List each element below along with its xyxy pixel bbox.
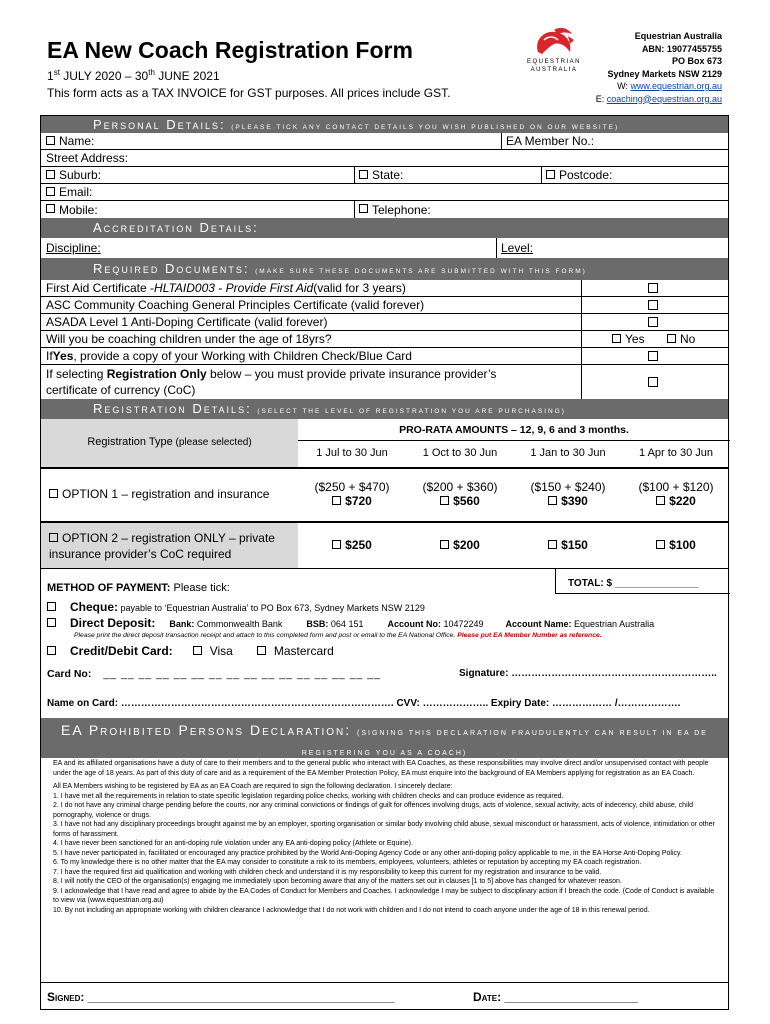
deposit-receipt-note: Please print the direct deposit transaction receipt and attach to this completed form and post or email to the EA National Office. Please put EA Member Number as reference. <box>74 632 602 639</box>
website-link[interactable]: www.equestrian.org.au <box>630 81 722 91</box>
email-link[interactable]: coaching@equestrian.org.au <box>606 93 722 104</box>
option-1-price: ($250 + $470) $720 <box>314 480 390 508</box>
cheque-option[interactable]: Cheque: payable to ‘Equestrian Australia’ to PO Box 673, Sydney Markets NSW 2129 <box>47 600 425 614</box>
mastercard-checkbox[interactable] <box>257 646 266 655</box>
card-option[interactable]: Credit/Debit Card: Visa Mastercard <box>47 644 334 658</box>
postcode-field[interactable]: Postcode: <box>541 167 730 183</box>
cheque-checkbox[interactable] <box>47 602 56 611</box>
option-2-period-1-checkbox[interactable] <box>332 540 341 549</box>
form-title: EA New Coach Registration Form <box>47 37 413 63</box>
declaration-clause: 2. I do not have any criminal charge pending before the courts, nor any criminal convictions or findings of guilt for offences involving drugs, acts of violence, sexual activity, acts of indecency, child abuse, child pornography, violence or drugs. <box>53 802 694 819</box>
option-1-price: ($100 + $120) $220 <box>638 480 714 508</box>
option-2-period-2-checkbox[interactable] <box>440 540 449 549</box>
logo-wordmark: EQUESTRIAN AUSTRALIA <box>526 59 581 73</box>
state-field[interactable]: State: <box>354 167 541 183</box>
member-no-field[interactable]: EA Member No.: <box>506 134 595 148</box>
prorata-header: PRO-RATA AMOUNTS – 12, 9, 6 and 3 months. <box>298 419 730 441</box>
option-2-price: $100 <box>622 538 730 552</box>
option-2-price: $250 <box>298 538 406 552</box>
first-aid-checkbox[interactable] <box>648 283 658 293</box>
declaration-clause: 7. I have the required first aid qualification and working with children check and understand it is my responsibility to keep this current for my registration and insurance to be valid. <box>53 868 602 876</box>
name-on-card-field[interactable]: Name on Card: ………………………………………………………………………. CVV: ……………….. Expiry Date: ……………… /………………. <box>47 698 681 709</box>
option-1-row[interactable]: OPTION 1 – registration and insurance <box>41 469 298 519</box>
option-1-period-2-checkbox[interactable] <box>440 496 449 505</box>
option-1-price: ($150 + $240) $390 <box>530 480 606 508</box>
option-2-price: $200 <box>406 538 514 552</box>
coc-item: If selecting Registration Only below – you must provide private insurance provider’s certificate of currency (CoC) <box>46 367 497 397</box>
option-2-row[interactable]: OPTION 2 – registration ONLY – private insurance provider’s CoC required <box>41 523 298 568</box>
children-yes-checkbox[interactable] <box>612 334 621 343</box>
discipline-field[interactable]: Discipline: <box>46 241 101 255</box>
option-1-period-3-checkbox[interactable] <box>548 496 557 505</box>
personal-details-heading: Personal Details: (PLEASE TICK ANY CONTACT DETAILS YOU WISH PUBLISHED ON OUR WEBSITE) <box>41 116 728 133</box>
visa-option[interactable]: Visa <box>193 644 233 658</box>
tax-note: This form acts as a TAX INVOICE for GST purposes. All prices include GST. <box>47 86 451 100</box>
declaration-clause: 3. I have not had any disciplinary proceedings brought against me by an employer, sporting organisation or similar body involving child abuse, sexual misconduct or harassment, acts of violence, intimidation or other forms of harassment. <box>53 821 715 838</box>
option-1-period-4-checkbox[interactable] <box>656 496 665 505</box>
signed-field[interactable]: Signed: ______________________________________________ <box>47 990 395 1004</box>
mobile-field[interactable]: Mobile: <box>41 201 354 218</box>
period-headers <box>298 441 730 467</box>
declaration-clause: 6. To my knowledge there is no other matter that the EA may consider to constitute a risk to its members, employees, volunteers, athletes or reputation by accepting my EA coach registration. <box>53 859 642 866</box>
name-field[interactable]: Name: <box>41 133 501 149</box>
declaration-text: EA and its affiliated organisations have a duty of care to their members and to the general public who interact with EA Coaches, as these responsibilities may involve direct and/or unsupervised contact with people under the age of 18 years. As part of this duty of care and as a requirement of the EA Member Protection Policy, EA must enquire into the background of EA Members applying for registration as an EA Coach. All EA Members wishing to be registered by EA as an EA Coach are required to sign the following declaration. I sincerely declare: 1. I have met all the requirements in relation to state specific legislation regarding police checks, working with children checks and can produce evidence as required. 2. I do not have any criminal charge pending before the courts, nor any criminal convictions or findings of guilt for offences involving drugs, acts of violence, sexual activity, acts of indecency, child abuse, child pornography, violence or drugs. 3. I have not had any disciplinary proceedings brought against me by an employer, sporting organisation or similar body involving child abuse, sexual misconduct or harassment, acts of violence, intimidation or other forms of harassment. 4. I have never been sanctioned for an anti-doping rule violation under any EA anti-doping policy (Athlete or Equine). 5. I have never participated in, facilitated or encouraged any practice prohibited by the World Anti-Doping Agency Code or any other anti-doping policy applicable to me, in the EA Horse Anti-Doping Policy. 6. To my knowledge there is no other matter that the EA may consider to constitute a risk to its members, employees, volunteers, athletes or reputation by accepting my EA coach registration. 7. I have the required first aid qualification and working with children check and understand it is my responsibility to keep this current for my registration and insurance to be valid. 8. I will notify the CEO of the organisation(s) engaging me immediately upon becoming aware that any of the matters set out in clauses [1 to 5] above has changed for whatever reason. 9. I acknowledge that I have read and agree to abide by the EA Codes of Conduct for Members and Coaches. I acknowledge I may be subject to disciplinary action if I breach the code. (Code of Conduct is available to view via (www.equestrian.org.au) 10. By not including an appropriate working with children clearance I acknowledge that I do not work with children and I do not intend to coach anyone under the age of 18 in this renewal period. <box>53 760 715 914</box>
name-publish-checkbox[interactable] <box>46 136 55 145</box>
option-2-period-3-checkbox[interactable] <box>548 540 557 549</box>
declaration-clause: 10. By not including an appropriate working with children clearance I acknowledge that I do not work with children and I do not intend to coach anyone under the age of 18 in this renewal period. <box>53 906 650 914</box>
registration-details-heading: Registration Details: (SELECT THE LEVEL OF REGISTRATION YOU ARE PURCHASING) <box>41 399 728 419</box>
date-field[interactable]: Date: ____________________ <box>473 990 638 1004</box>
payment-method-label: METHOD OF PAYMENT: Please tick: <box>47 582 230 594</box>
form-body <box>40 115 729 1010</box>
asc-certificate-checkbox[interactable] <box>648 300 658 310</box>
wwc-checkbox[interactable] <box>648 351 658 361</box>
option-2-period-4-checkbox[interactable] <box>656 540 665 549</box>
declaration-clause: 4. I have never been sanctioned for an anti-doping rule violation under any EA anti-doping policy (Athlete or Equine). <box>53 840 413 847</box>
declaration-heading: EA Prohibited Persons Declaration: (SIGNING THIS DECLARATION FRAUDULENTLY CAN RESULT IN EA DE REGISTERING YOU AS A COACH) <box>41 718 728 758</box>
wwc-item: If Yes , provide a copy of your Working with Children Check/Blue Card <box>46 349 412 363</box>
children-no-checkbox[interactable] <box>667 334 676 343</box>
suburb-field[interactable]: Suburb: <box>41 167 354 183</box>
asada-certificate-item: ASADA Level 1 Anti-Doping Certificate (valid forever) <box>46 315 328 329</box>
mobile-publish-checkbox[interactable] <box>46 204 55 213</box>
asada-certificate-checkbox[interactable] <box>648 317 658 327</box>
first-aid-item: First Aid Certificate - HLTAID003 - Provide First Aid (valid for 3 years) <box>46 281 406 295</box>
suburb-publish-checkbox[interactable] <box>46 170 55 179</box>
coaching-children-question: Will you be coaching children under the age of 18yrs? <box>46 332 332 346</box>
children-no-option[interactable]: No <box>662 331 722 347</box>
children-yes-option[interactable]: Yes <box>607 331 667 347</box>
level-field[interactable]: Level: <box>501 241 534 255</box>
required-documents-heading: Required Documents: (MAKE SURE THESE DOCUMENTS ARE SUBMITTED WITH THIS FORM) <box>41 258 728 280</box>
email-field[interactable]: Email: <box>41 184 728 200</box>
option-1-checkbox[interactable] <box>49 489 58 498</box>
telephone-field[interactable]: Telephone: <box>354 201 730 218</box>
signature-field[interactable]: Signature: …………………………………………………….. <box>459 668 717 679</box>
period-header: 1 Jul to 30 Jun <box>316 447 388 459</box>
declaration-clause: 5. I have never participated in, facilitated or encouraged any practice prohibited by the World Anti-Doping Agency Code or any other anti-doping policy applicable to me, in the EA Horse Anti-Doping Policy. <box>53 849 682 857</box>
option-2-price: $150 <box>514 538 622 552</box>
period-header: 1 Jan to 30 Jun <box>530 447 606 459</box>
street-address-field[interactable]: Street Address: <box>46 151 129 165</box>
registration-type-header: Registration Type (please selected) <box>41 419 298 467</box>
option-1-price: ($200 + $360) $560 <box>422 480 498 508</box>
telephone-publish-checkbox[interactable] <box>359 204 368 213</box>
state-publish-checkbox[interactable] <box>359 170 368 179</box>
period-header: 1 Apr to 30 Jun <box>639 447 713 459</box>
option-1-period-1-checkbox[interactable] <box>332 496 341 505</box>
asc-certificate-item: ASC Community Coaching General Principles Certificate (valid forever) <box>46 298 425 312</box>
total-field[interactable]: TOTAL: $ _______________ <box>555 568 730 594</box>
contact-block: Equestrian Australia ABN: 19077455755 PO Box 673 Sydney Markets NSW 2129 W: www.equestrian.org.au E: coaching@equestrian.org.au <box>595 31 722 104</box>
visa-checkbox[interactable] <box>193 646 202 655</box>
direct-deposit-checkbox[interactable] <box>47 618 56 627</box>
accreditation-heading: Accreditation Details: <box>41 218 728 238</box>
email-publish-checkbox[interactable] <box>46 187 55 196</box>
mastercard-option[interactable]: Mastercard <box>257 644 334 658</box>
card-checkbox[interactable] <box>47 646 56 655</box>
declaration-clause: 8. I will notify the CEO of the organisation(s) engaging me immediately upon becoming aware that any of the matters set out in clauses [1 to 5] above has changed for whatever reason. <box>53 878 622 885</box>
period-header: 1 Oct to 30 Jun <box>422 447 498 459</box>
direct-deposit-option[interactable]: Direct Deposit: Bank: Commonwealth Bank BSB: 064 151 Account No: 10472249 Account Name: Equestrian Australia <box>47 616 654 630</box>
declaration-clause: 1. I have met all the requirements in relation to state specific legislation regarding police checks, working with children checks and can produce evidence as required. <box>53 792 564 800</box>
card-number-field[interactable]: Card No: __ __ __ __ __ __ __ __ __ __ __ __ __ __ __ __ <box>47 668 381 680</box>
option-2-checkbox[interactable] <box>49 533 58 542</box>
declaration-clause: 9. I acknowledge that I have read and agree to abide by the EA Codes of Conduct for Members and Coaches. I acknowledge I may be subject to disciplinary action if I breach the code. (Code of Conduct is available to view via (www.equestrian.org.au) <box>53 887 715 904</box>
postcode-publish-checkbox[interactable] <box>546 170 555 179</box>
form-period: 1st JULY 2020 – 30th JUNE 2021 <box>47 68 220 83</box>
coc-checkbox[interactable] <box>648 377 658 387</box>
